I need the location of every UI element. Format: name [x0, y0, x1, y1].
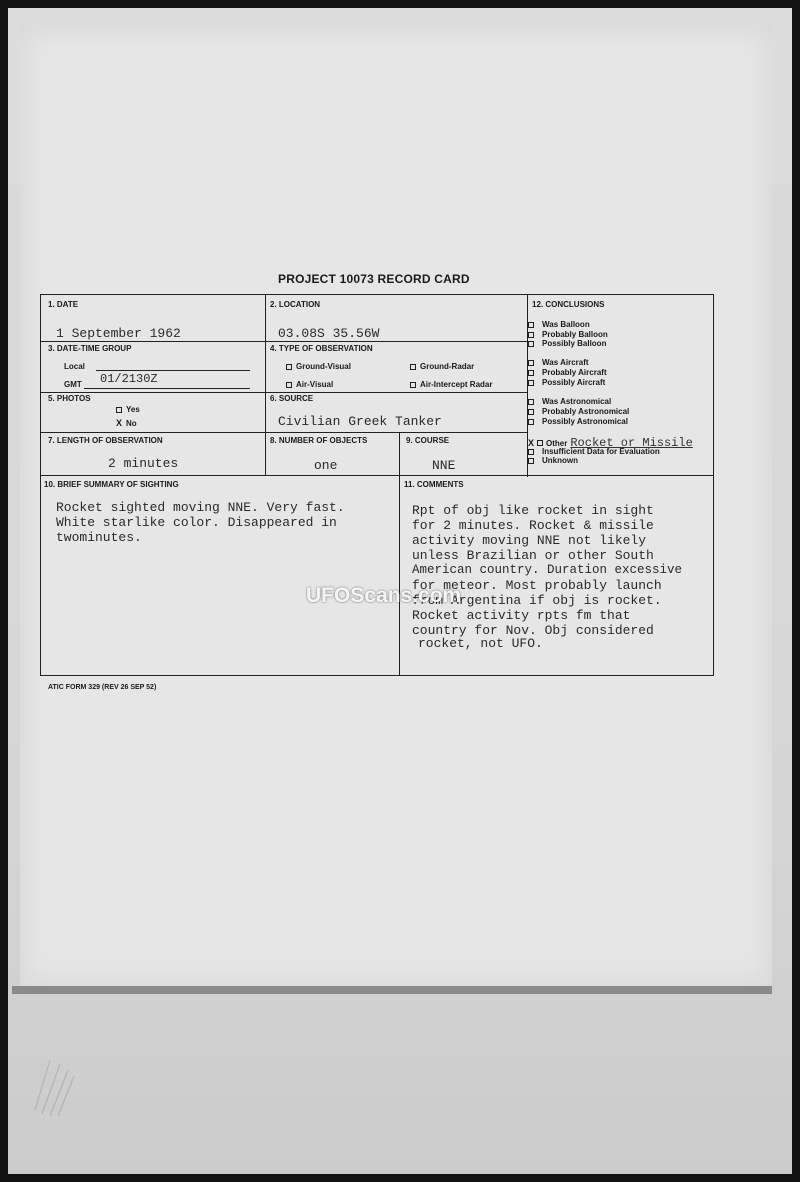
- check-mark-icon: X: [528, 438, 535, 448]
- conclusion-unknown: Unknown: [528, 456, 578, 465]
- dtg-local-label: Local: [64, 362, 85, 371]
- divider: [41, 392, 527, 393]
- paper-edge: [12, 986, 772, 994]
- comments-line: rocket, not UFO.: [418, 636, 543, 651]
- checkbox-icon: [528, 399, 534, 405]
- checkbox-icon: [528, 458, 534, 464]
- conclusion-item: Was Astronomical: [528, 397, 611, 406]
- conclusion-item: Possibly Aircraft: [528, 378, 605, 387]
- option-ground-visual: Ground-Visual: [286, 362, 351, 371]
- gmt-underline: [84, 388, 250, 389]
- summary-line: twominutes.: [56, 530, 142, 545]
- course-value: NNE: [432, 458, 456, 473]
- divider: [41, 341, 527, 342]
- option-air-intercept-radar: Air-Intercept Radar: [410, 380, 492, 389]
- comments-line: from Argentina if obj is rocket.: [412, 593, 662, 608]
- comments-line: Rocket activity rpts fm that: [412, 608, 631, 623]
- summary-line: White starlike color. Disappeared in: [56, 515, 337, 530]
- smudge-mark: [30, 1050, 90, 1120]
- comments-label: 11. COMMENTS: [404, 480, 464, 489]
- course-label: 9. COURSE: [406, 436, 450, 445]
- conclusion-item: Probably Astronomical: [528, 407, 629, 416]
- date-label: 1. DATE: [48, 300, 79, 309]
- checkbox-icon: [286, 382, 292, 388]
- conclusion-item: Was Aircraft: [528, 358, 589, 367]
- conclusion-item: Was Balloon: [528, 320, 590, 329]
- card-title: PROJECT 10073 RECORD CARD: [278, 272, 470, 286]
- divider: [41, 432, 527, 433]
- comments-line: Rpt of obj like rocket in sight: [412, 503, 654, 518]
- checkbox-icon: [537, 440, 543, 446]
- checkbox-icon: [528, 370, 534, 376]
- length-label: 7. LENGTH OF OBSERVATION: [48, 436, 163, 445]
- comments-line: for meteor. Most probably launch: [412, 578, 662, 593]
- checkbox-icon: [410, 382, 416, 388]
- photos-label: 5. PHOTOS: [48, 394, 91, 403]
- photos-no: X No: [116, 418, 137, 428]
- type-obs-label: 4. TYPE OF OBSERVATION: [270, 344, 373, 353]
- conclusion-insufficient: Insufficient Data for Evaluation: [528, 447, 660, 456]
- source-label: 6. SOURCE: [270, 394, 314, 403]
- photos-yes: Yes: [116, 405, 140, 414]
- conclusion-item: Probably Aircraft: [528, 368, 607, 377]
- conclusion-other: X Other Rocket or Missile: [528, 436, 693, 450]
- divider: [41, 475, 713, 476]
- local-underline: [96, 370, 250, 371]
- checkbox-icon: [528, 409, 534, 415]
- source-value: Civilian Greek Tanker: [278, 414, 442, 429]
- comments-line: for 2 minutes. Rocket & missile: [412, 518, 654, 533]
- checkbox-icon: [286, 364, 292, 370]
- length-value: 2 minutes: [108, 456, 179, 471]
- checkbox-icon: [528, 332, 534, 338]
- checkbox-icon: [528, 419, 534, 425]
- checkbox-icon: [528, 449, 534, 455]
- checkbox-icon: [528, 341, 534, 347]
- checkbox-icon: [528, 380, 534, 386]
- checkbox-icon: [116, 407, 122, 413]
- dtg-label: 3. DATE-TIME GROUP: [48, 344, 132, 353]
- location-value: 03.08S 35.56W: [278, 326, 380, 341]
- form-footer: ATIC FORM 329 (REV 26 SEP 52): [48, 684, 157, 691]
- date-value: 1 September 1962: [56, 326, 181, 341]
- checkbox-icon: [410, 364, 416, 370]
- num-objects-label: 8. NUMBER OF OBJECTS: [270, 436, 368, 445]
- divider: [265, 295, 266, 475]
- comments-line: country for Nov. Obj considered: [412, 623, 654, 638]
- comments-line: activity moving NNE not likely: [412, 533, 647, 548]
- num-objects-value: one: [314, 458, 338, 473]
- conclusion-item: Possibly Balloon: [528, 339, 606, 348]
- dtg-gmt-label: GMT: [64, 380, 82, 389]
- summary-line: Rocket sighted moving NNE. Very fast.: [56, 500, 345, 515]
- location-label: 2. LOCATION: [270, 300, 321, 309]
- other-value: Rocket or Missile: [570, 436, 693, 450]
- summary-label: 10. BRIEF SUMMARY OF SIGHTING: [44, 480, 179, 489]
- divider: [399, 433, 400, 675]
- conclusion-item: Possibly Astronomical: [528, 417, 628, 426]
- option-air-visual: Air-Visual: [286, 380, 333, 389]
- dtg-gmt-value: 01/2130Z: [100, 372, 158, 386]
- conclusion-item: Probably Balloon: [528, 330, 608, 339]
- comments-line: American country. Duration excessive: [412, 563, 683, 577]
- option-ground-radar: Ground-Radar: [410, 362, 474, 371]
- comments-line: unless Brazilian or other South: [412, 548, 654, 563]
- checkbox-icon: [528, 360, 534, 366]
- check-mark-icon: X: [116, 418, 123, 428]
- checkbox-icon: [528, 322, 534, 328]
- conclusions-label: 12. CONCLUSIONS: [532, 300, 605, 309]
- watermark: UFOScans.com: [306, 584, 462, 607]
